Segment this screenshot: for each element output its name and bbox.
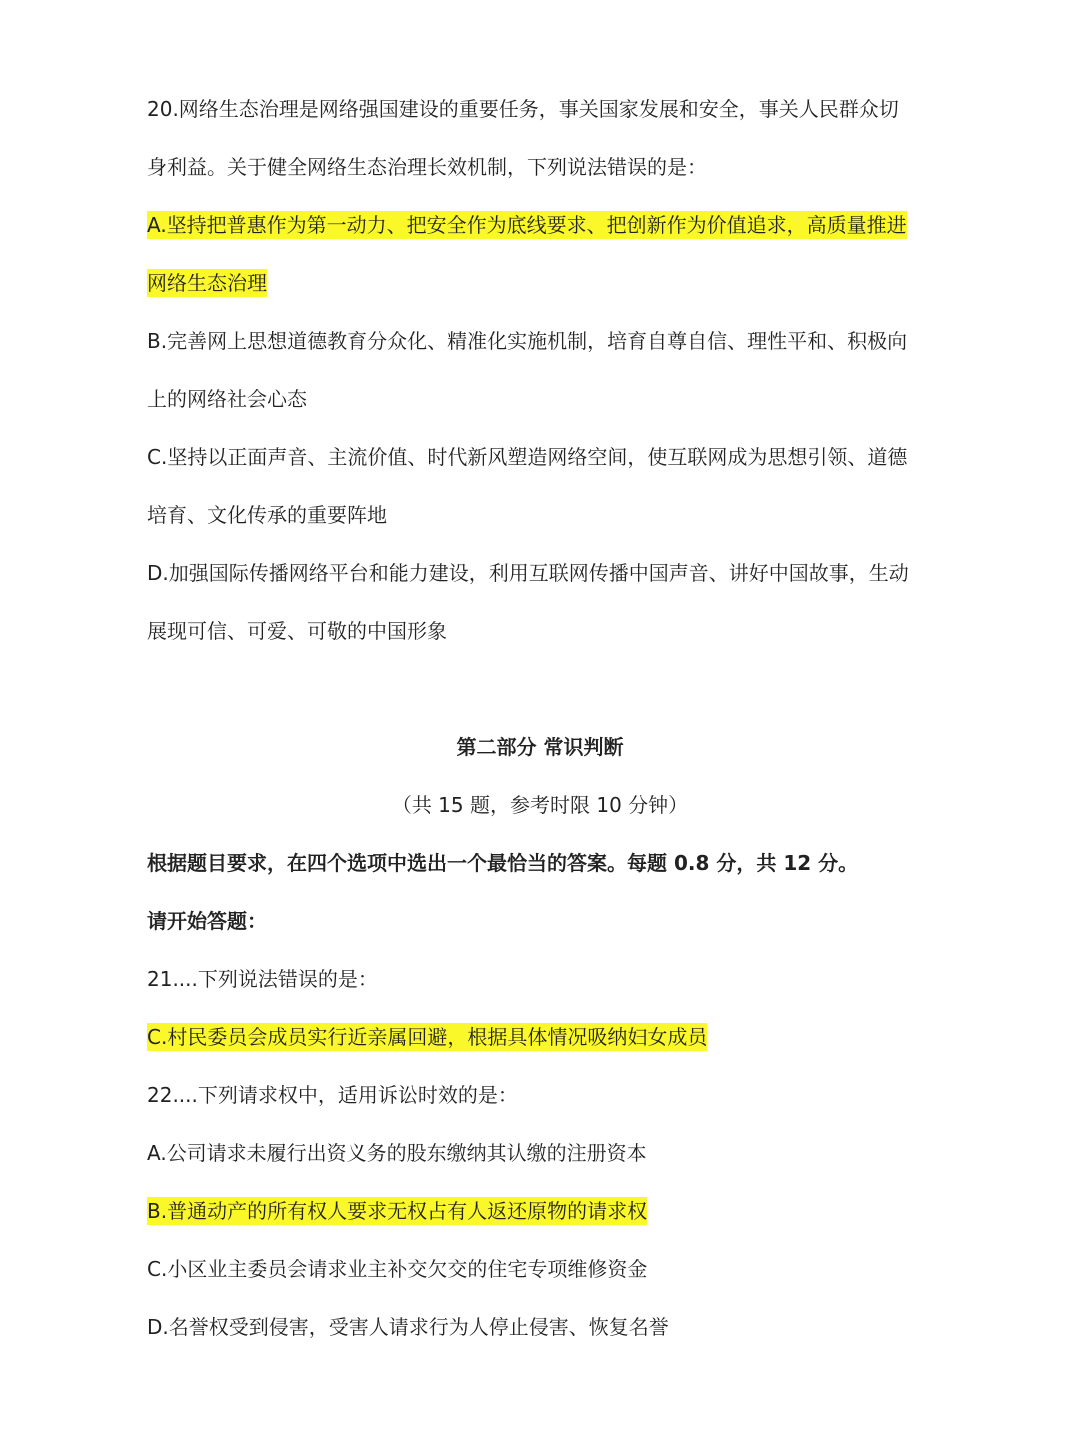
q20-option-a-line2 [147,268,933,298]
section-instruction: 根据题目要求，在四个选项中选出一个最恰当的答案。每题 0.8 分，共 12 分。 [147,851,859,875]
q20-option-c-line1: C.坚持以正面声音、主流价值、时代新风塑造网络空间，使互联网成为思想引领、道德 [147,445,908,469]
section-title: 第二部分 常识判断 [456,735,624,759]
q22-option-b [147,1196,933,1226]
q20-option-d-line1: D.加强国际传播网络平台和能力建设，利用互联网传播中国声音、讲好中国故事，生动 [147,561,909,585]
section-subtitle: （共 15 题，参考时限 10 分钟） [391,793,689,817]
q20-option-b-line1: B.完善网上思想道德教育分众化、精准化实施机制，培育自尊自信、理性平和、积极向 [147,329,908,353]
q21-stem: 21....下列说法错误的是： [147,967,378,991]
q22-option-d: D.名誉权受到侵害，受害人请求行为人停止侵害、恢复名誉 [147,1315,669,1339]
highlighted-answer: C.村民委员会成员实行近亲属回避，根据具体情况吸纳妇女成员 [147,1025,708,1049]
q20-stem-line2: 身利益。关于健全网络生态治理长效机制，下列说法错误的是： [147,155,707,179]
highlighted-answer: 网络生态治理 [147,271,267,295]
q21-answer [147,1022,933,1052]
q22-option-a: A.公司请求未履行出资义务的股东缴纳其认缴的注册资本 [147,1141,647,1165]
q20-option-b-line2: 上的网络社会心态 [147,387,307,411]
q20-option-a-line1 [147,210,933,240]
q20-stem-line1: 20.网络生态治理是网络强国建设的重要任务，事关国家发展和安全，事关人民群众切 [147,97,899,121]
q20-option-d-line2: 展现可信、可爱、可敬的中国形象 [147,619,447,643]
q20-option-c-line2: 培育、文化传承的重要阵地 [147,503,387,527]
start-answering: 请开始答题： [147,909,267,933]
highlighted-answer: A.坚持把普惠作为第一动力、把安全作为底线要求、把创新作为价值追求，高质量推进 [147,213,907,237]
q22-stem: 22....下列请求权中，适用诉讼时效的是： [147,1083,518,1107]
highlighted-answer: B.普通动产的所有权人要求无权占有人返还原物的请求权 [147,1199,648,1223]
q22-option-c: C.小区业主委员会请求业主补交欠交的住宅专项维修资金 [147,1257,648,1281]
